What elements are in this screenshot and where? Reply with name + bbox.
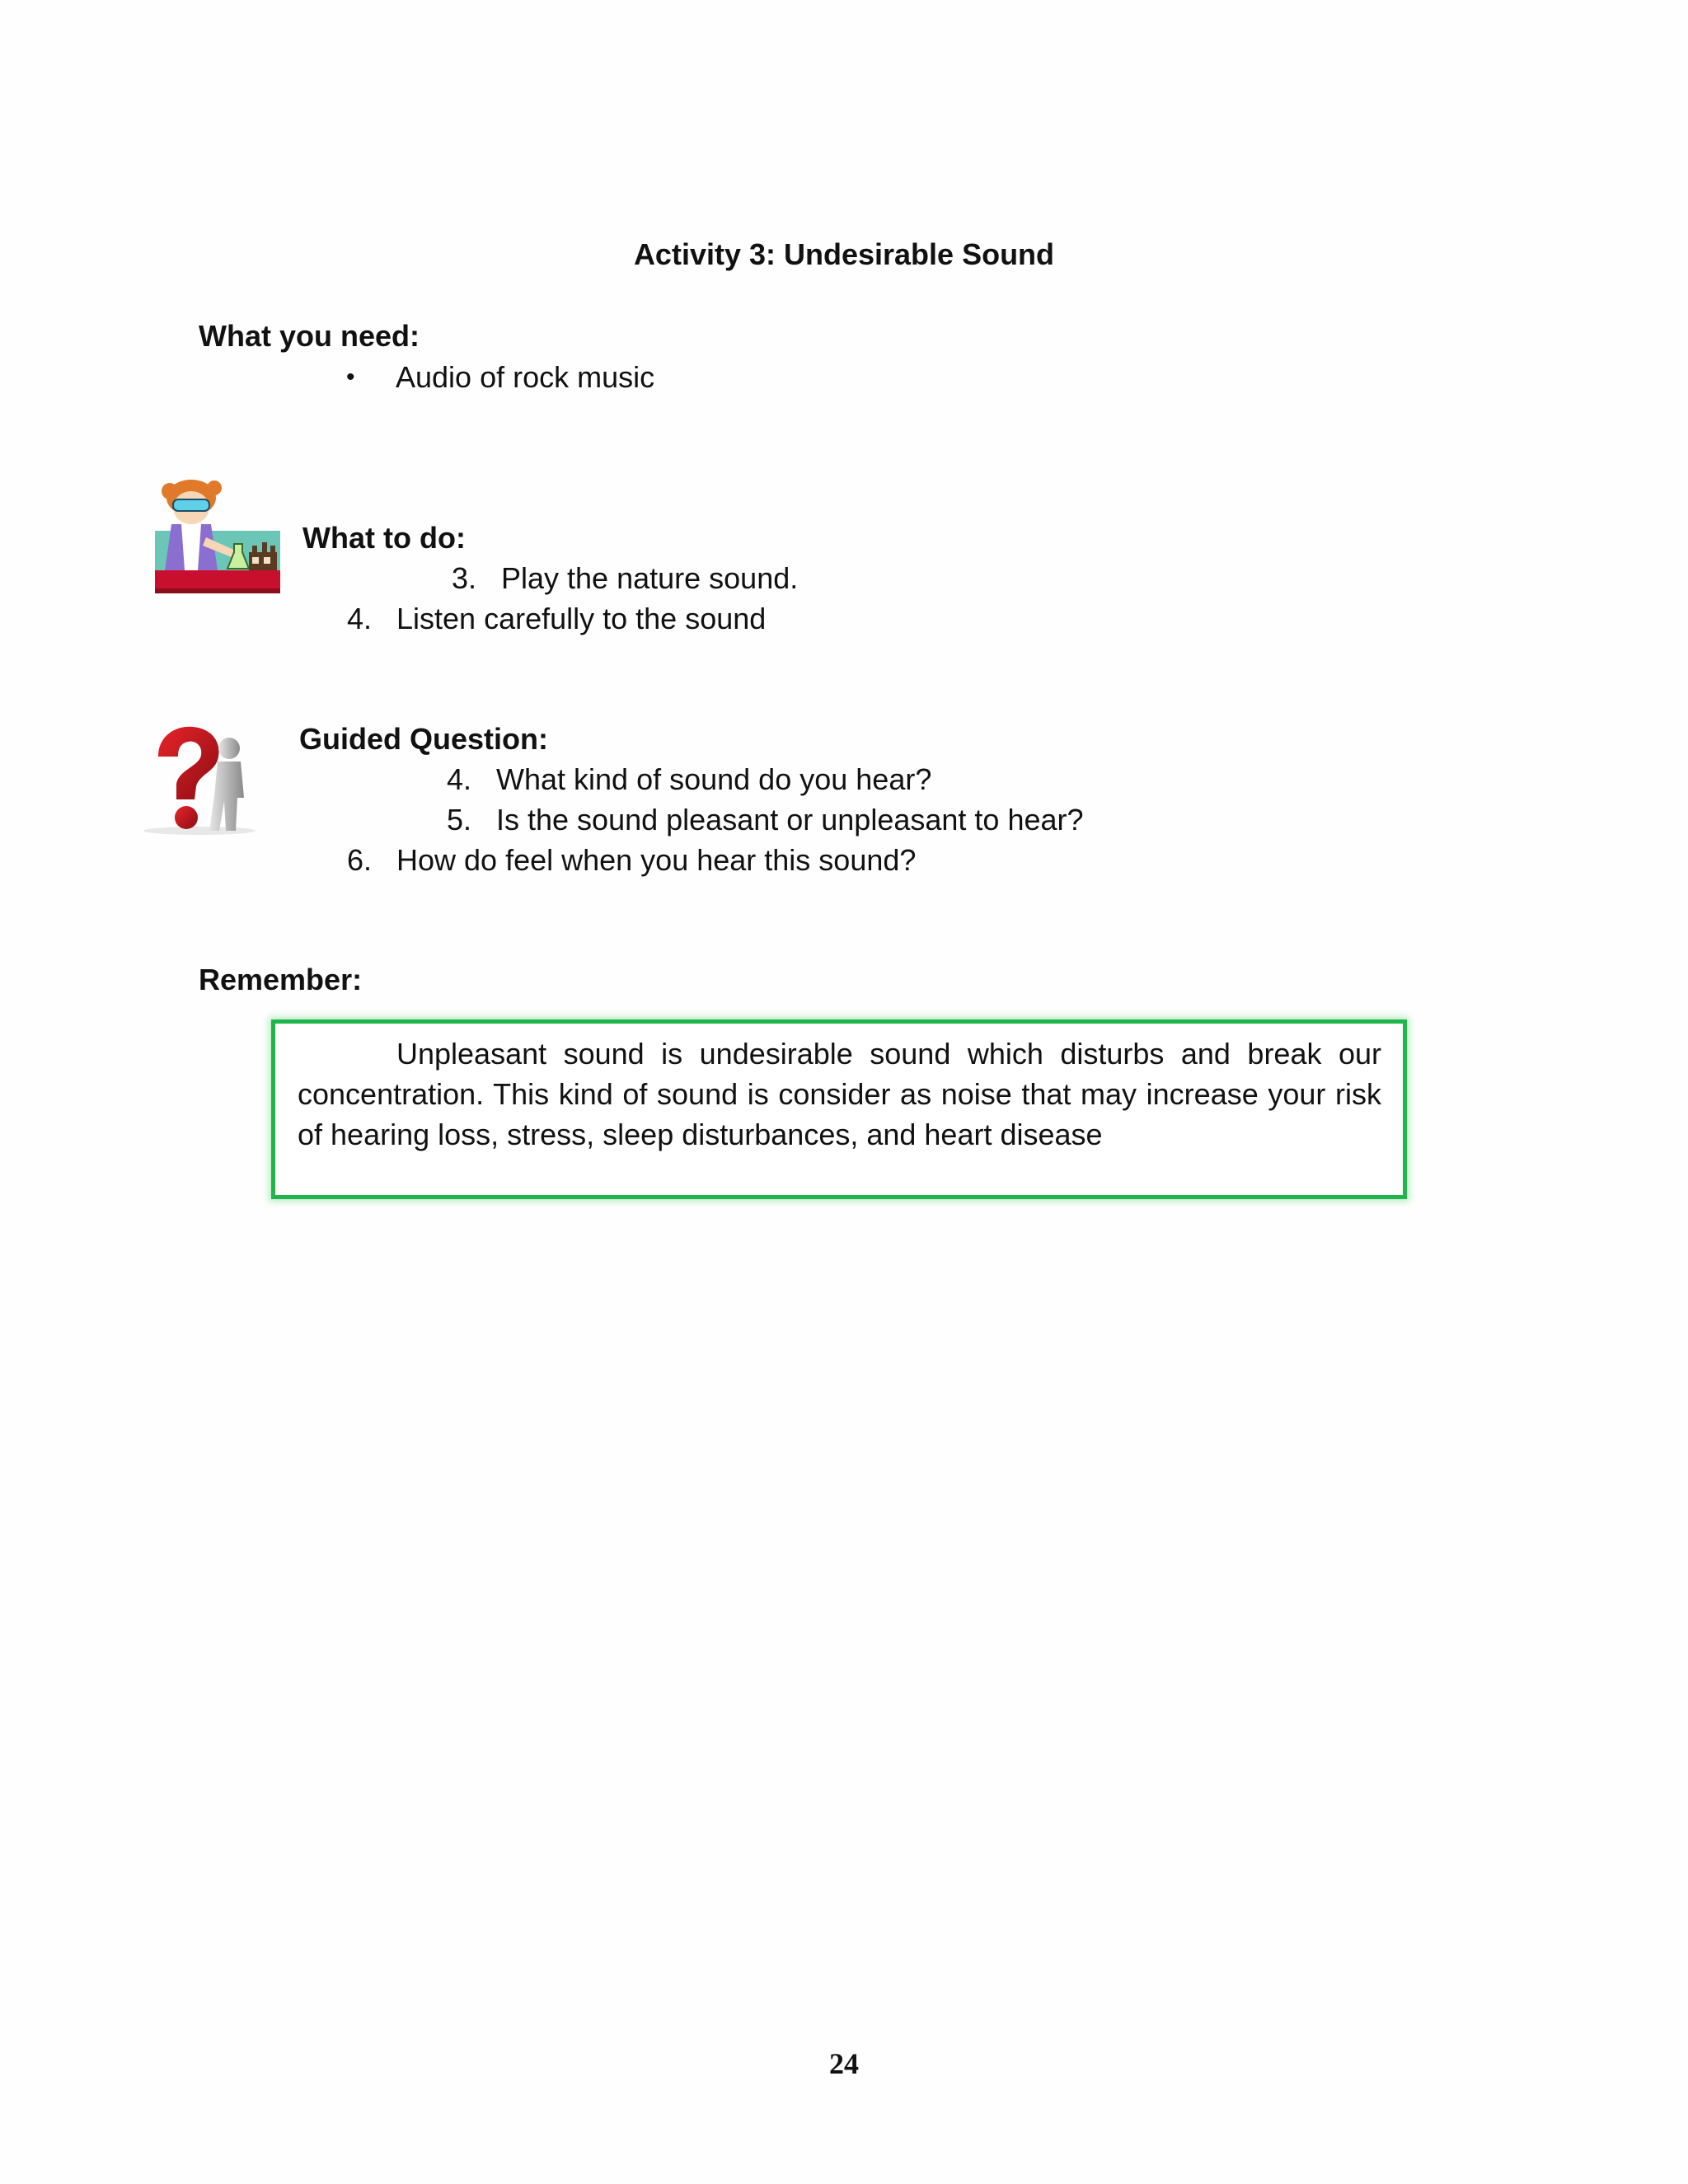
item-number: 3. [452, 561, 477, 595]
todo-list-item [347, 602, 766, 636]
activity-title: Activity 3: Undesirable Sound [633, 237, 1055, 271]
question-list-item [447, 803, 1084, 837]
todo-list-item [452, 561, 798, 596]
item-number: 6. [347, 843, 373, 877]
needs-item-text: Audio of rock music [396, 360, 655, 394]
question-list-item [447, 762, 931, 797]
question-text: How do feel when you hear this sound? [396, 843, 917, 877]
guided-question-heading: Guided Question: [299, 722, 548, 756]
question-mark-figure-icon [142, 722, 257, 836]
todo-item-text: Play the nature sound. [501, 561, 799, 595]
what-you-need-heading: What you need: [199, 319, 420, 353]
question-text: Is the sound pleasant or unpleasant to hear? [496, 803, 1084, 837]
what-to-do-heading: What to do: [302, 521, 466, 555]
question-list-item [347, 843, 916, 878]
remember-text: Unpleasant sound is undesirable sound which disturbs and break our concentration. This kind of sound is consider as noise that may increase your risk of hearing loss, stress, sleep disturbances, and heart disease [298, 1037, 1381, 1151]
scientist-girl-icon [148, 473, 280, 595]
todo-item-text: Listen carefully to the sound [396, 602, 767, 635]
question-text: What kind of sound do you hear? [496, 762, 932, 796]
item-number: 4. [447, 762, 472, 796]
needs-list-item [346, 360, 654, 395]
remember-box [271, 1019, 1407, 1199]
remember-heading: Remember: [199, 963, 363, 996]
item-number: 5. [447, 803, 472, 837]
page-number: 24 [829, 2047, 859, 2080]
item-number: 4. [347, 602, 373, 635]
bullet-icon: • [346, 363, 355, 391]
